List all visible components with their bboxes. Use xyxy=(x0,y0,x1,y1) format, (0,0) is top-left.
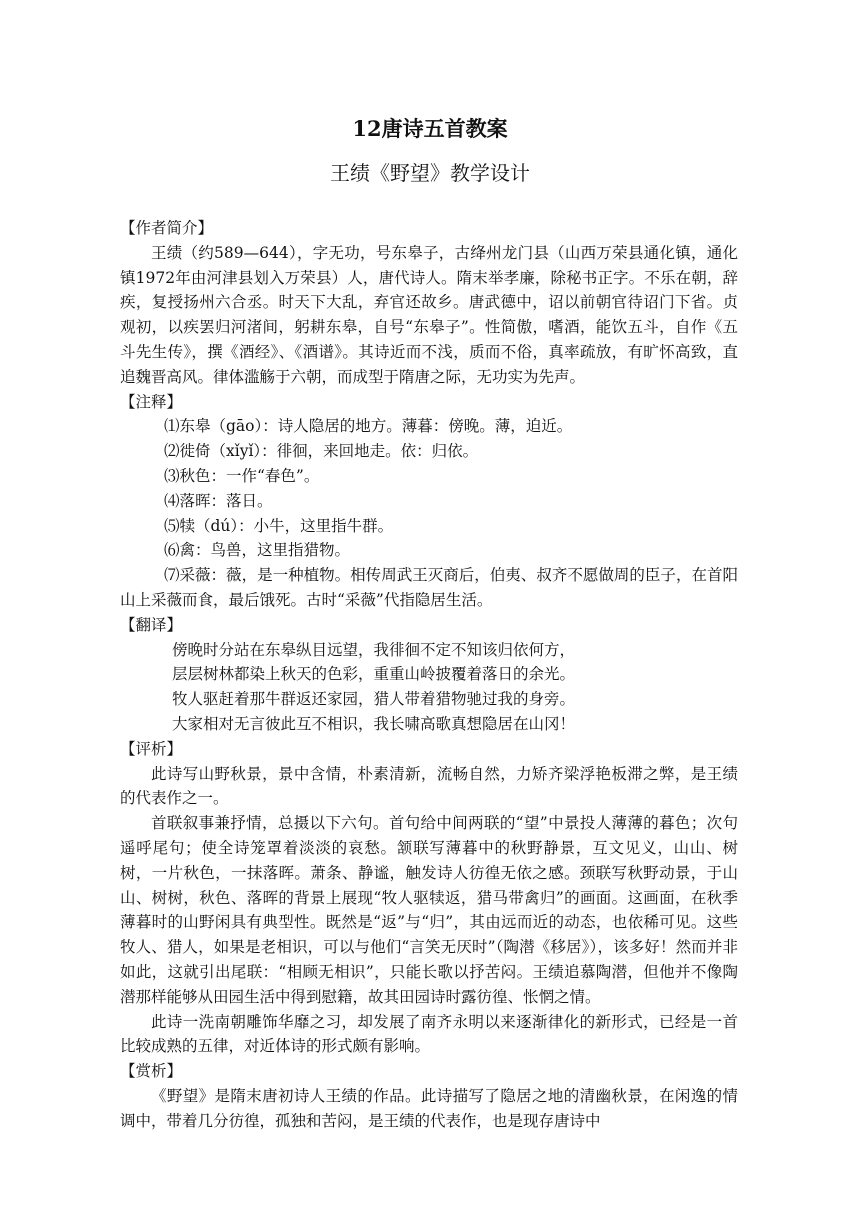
appreciation-paragraph: 《野望》是隋末唐初诗人王绩的作品。此诗描写了隐居之地的清幽秋景，在闲逸的情调中，带着几分彷徨，孤独和苦闷，是王绩的代表作，也是现存唐诗中 xyxy=(120,1086,738,1130)
translation-line: 大家相对无言彼此互不相识，我长啸高歌真想隐居在山冈！ xyxy=(172,714,576,733)
note-item: ⑸犊（dú）：小牛，这里指牛群。 xyxy=(164,516,394,535)
analysis-heading: 【评析】 xyxy=(120,739,183,758)
note-item: ⑵徙倚（xǐyǐ）：徘徊，来回地走。依：归依。 xyxy=(164,442,479,461)
author-heading: 【作者简介】 xyxy=(120,219,214,237)
note-item: ⑺采薇：薇，是一种植物。相传周武王灭商后，伯夷、叔齐不愿做周的臣子，在首阳山上采薇而食，最后饿死。古时“采薇”代指隐居生活。 xyxy=(120,566,738,609)
analysis-paragraph: 此诗写山野秋景，景中含情，朴素清新，流畅自然，力矫齐梁浮艳板滞之弊，是王绩的代表作之一。 xyxy=(120,764,738,808)
note-item: ⑹禽：鸟兽，这里指猎物。 xyxy=(164,541,351,560)
translation-line: 牧人驱赶着那牛群返还家园，猎人带着猎物驰过我的身旁。 xyxy=(172,690,576,709)
document-body xyxy=(120,216,738,1133)
document-subtitle: 王绩《野望》教学设计 xyxy=(330,161,530,185)
translation-heading: 【翻译】 xyxy=(120,615,183,634)
note-item: ⑷落晖：落日。 xyxy=(164,491,273,510)
note-item: ⑶秋色：一作“春色”。 xyxy=(164,466,320,485)
note-item: ⑴东皋（gāo）：诗人隐居的地方。薄暮：傍晚。薄，迫近。 xyxy=(164,417,573,436)
translation-line: 傍晚时分站在东皋纵目远望，我徘徊不定不知该归依何方， xyxy=(172,640,576,659)
author-paragraph: 王绩（约589—644），字无功，号东皋子，古绛州龙门县（山西万荣县通化镇，通化镇1972年由河津县划入万荣县）人，唐代诗人。隋末举孝廉，除秘书正字。不乐在朝，辞疾，复授扬州六合丞。时天下大乱，弃官还故乡。唐武德中，诏以前朝官待诏门下省。贞观初，以疾罢归河渚间，躬耕东皋，自号“东皋子”。性简傲，嗜酒，能饮五斗，自作《五斗先生传》，撰《酒经》、《酒谱》。其诗近而不浅，质而不俗，真率疏放，有旷怀高致，直追魏晋高风。律体滥觞于六朝，而成型于隋唐之际，无功实为先声。 xyxy=(120,243,738,386)
analysis-paragraph: 首联叙事兼抒情，总摄以下六句。首句给中间两联的“望”中景投人薄薄的暮色；次句遥呼尾句；使全诗笼罩着淡淡的哀愁。颔联写薄暮中的秋野静景，互文见义，山山、树树，一片秋色，一抹落晖。萧条、静谧，触发诗人彷徨无依之感。颈联写秋野动景，于山山、树树，秋色、落晖的背景上展现“牧人驱犊返，猎马带禽归”的画面。这画面，在秋季薄暮时的山野闲具有典型性。既然是“返”与“归”，其由远而近的动态，也依稀可见。这些牧人、猎人，如果是老相识，可以与他们“言笑无厌时”（陶潜《移居》），该多好！然而并非如此，这就引出尾联：“相顾无相识”，只能长歌以抒苦闷。王绩追慕陶潜，但他并不像陶潜那样能够从田园生活中得到慰籍，故其田园诗时露彷徨、怅惘之情。 xyxy=(120,814,738,1006)
translation-line: 层层树林都染上秋天的色彩，重重山岭披覆着落日的余光。 xyxy=(172,665,576,684)
notes-heading: 【注释】 xyxy=(120,392,183,411)
appreciation-heading: 【赏析】 xyxy=(120,1062,183,1081)
document-title: 12唐诗五首教案 xyxy=(352,116,508,141)
analysis-paragraph: 此诗一洗南朝雕饰华靡之习，却发展了南齐永明以来逐渐律化的新形式，已经是一首比较成熟的五律，对近体诗的形式颇有影响。 xyxy=(120,1012,738,1056)
